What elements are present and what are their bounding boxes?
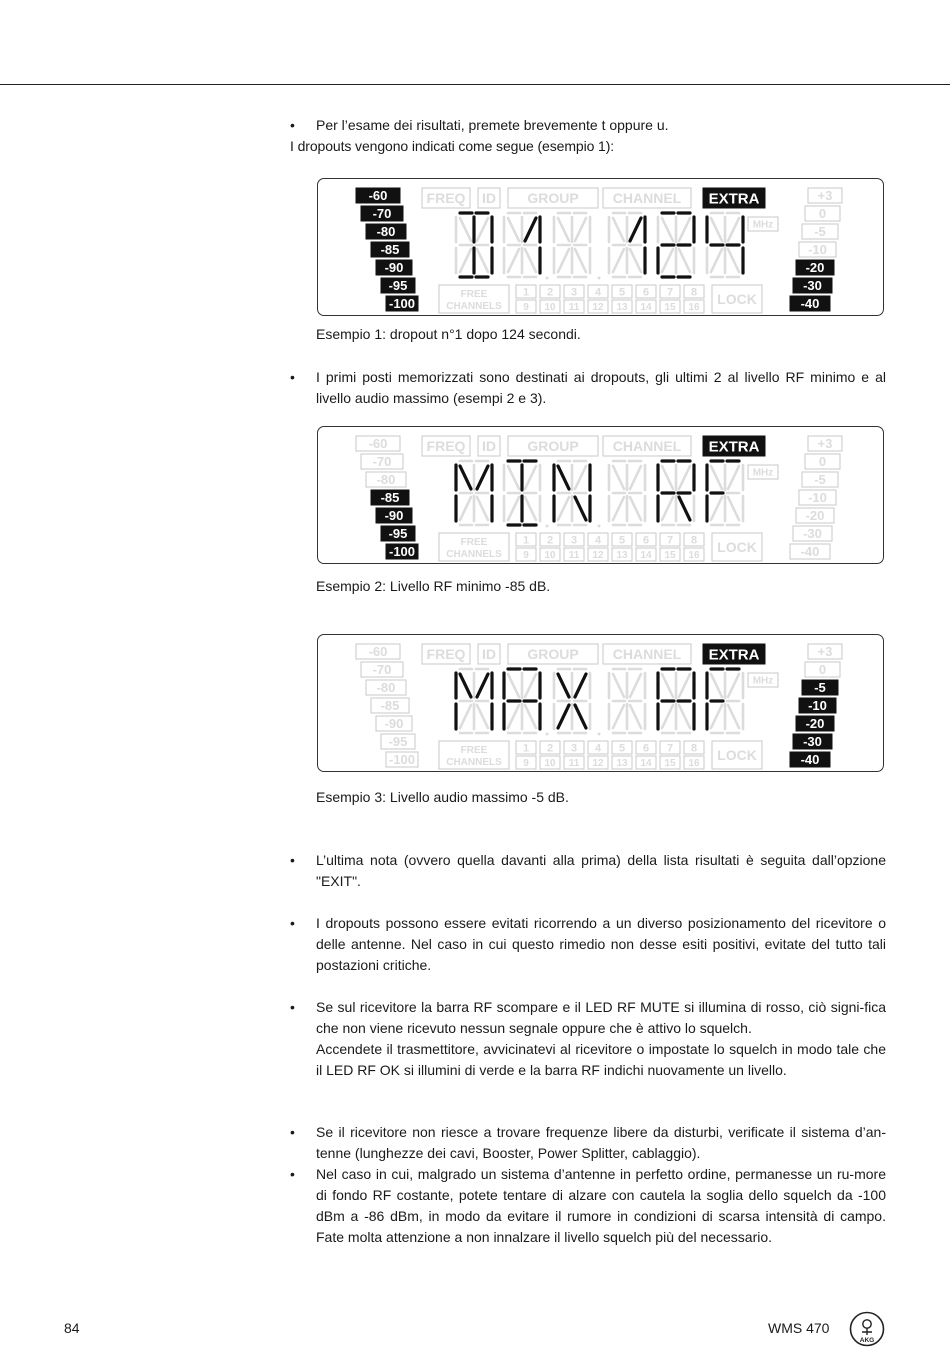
channel-14: [636, 300, 656, 313]
channel-3: [564, 533, 584, 546]
extra-label: [703, 644, 765, 664]
svg-text:11: 11: [568, 550, 580, 562]
model-name: WMS 470: [768, 1320, 830, 1336]
svg-text:+3: +3: [817, 436, 833, 452]
svg-text:7: 7: [666, 534, 674, 547]
svg-text:15: 15: [664, 302, 676, 314]
svg-text:-70: -70: [372, 206, 392, 222]
svg-text:-70: -70: [372, 454, 392, 470]
svg-text:-90: -90: [384, 508, 404, 524]
channel-8: [684, 285, 704, 298]
rf-level--100: [386, 296, 418, 311]
svg-text:9: 9: [523, 302, 529, 314]
bullet-memory-slots: [290, 367, 886, 409]
channel-9: [516, 756, 536, 769]
svg-text:1: 1: [522, 534, 530, 547]
channel-12: [588, 300, 608, 313]
caption-example-3: Esempio 3: Livello audio massimo -5 dB.: [316, 789, 569, 805]
id-label: [478, 644, 500, 664]
lcd-display-example-1: [317, 178, 884, 316]
lcd-char-5: [707, 669, 743, 733]
lcd-char-2: [554, 461, 590, 525]
channel-1: [516, 285, 536, 298]
rf-level--80: [366, 472, 406, 487]
svg-text:12: 12: [592, 758, 604, 770]
channel-label: [603, 436, 691, 456]
rf-level--90: [376, 508, 412, 523]
svg-text:14: 14: [640, 550, 652, 562]
channel-5: [612, 741, 632, 754]
svg-text:EXTRA: EXTRA: [708, 190, 760, 208]
rf-level--70: [361, 454, 403, 469]
caption-example-1: Esempio 1: dropout n°1 dopo 124 secondi.: [316, 326, 581, 342]
channel-8: [684, 741, 704, 754]
svg-text:2: 2: [546, 286, 554, 299]
caption-example-2: Esempio 2: Livello RF minimo -85 dB.: [316, 578, 551, 594]
svg-text:15: 15: [664, 550, 676, 562]
channel-label: [603, 644, 691, 664]
svg-text:MHz: MHz: [752, 219, 774, 231]
svg-text:GROUP: GROUP: [527, 190, 579, 207]
svg-text:8: 8: [690, 742, 698, 755]
af-level--30: [793, 526, 832, 541]
svg-text:-5: -5: [814, 472, 826, 488]
svg-text:-20: -20: [805, 508, 825, 524]
bullet-symbol: •: [290, 117, 295, 133]
lcd-char-1: [504, 213, 540, 277]
channel-3: [564, 285, 584, 298]
freq-label: [422, 436, 470, 456]
channel-15: [660, 300, 680, 313]
svg-text:CHANNEL: CHANNEL: [612, 438, 682, 455]
bullet-symbol: •: [290, 852, 295, 868]
svg-text:-100: -100: [388, 752, 416, 768]
bullet-squelch-text: Nel caso in cui, malgrado un sistema d’antenne in perfetto ordine, permanesse un ru-more di fondo RF costante, potete tentare di alzare con cautela la soglia dello squelch da -100 dBm a -86 dBm, in modo da evitare il rumore in condizioni di scarsa intensità di campo. Fate molta attenzione a non innalzare il livello squelch più del necessario.: [316, 1166, 886, 1245]
rf-level--60: [356, 644, 400, 659]
channel-14: [636, 756, 656, 769]
id-label: [478, 436, 500, 456]
channel-15: [660, 548, 680, 561]
bullet-symbol: •: [290, 999, 295, 1015]
svg-text:-30: -30: [803, 278, 822, 294]
svg-text:12: 12: [592, 550, 604, 562]
lcd-char-0: [456, 213, 492, 277]
bullet-rf-mute-text: Se sul ricevitore la barra RF scompare e il LED RF MUTE si illumina di rosso, ciò signi-fica che non viene ricevuto nessun segnale oppure che è attivo lo squelch.: [316, 999, 886, 1036]
af-level-+3: [808, 188, 842, 203]
svg-text:9: 9: [523, 550, 529, 562]
svg-text:1: 1: [522, 286, 530, 299]
svg-text:-85: -85: [380, 698, 400, 714]
svg-text:16: 16: [688, 550, 700, 562]
decimal-point: [546, 733, 549, 736]
svg-text:ID: ID: [482, 190, 496, 207]
extra-label: [703, 436, 765, 456]
svg-text:16: 16: [688, 758, 700, 770]
rf-level--85: [371, 698, 409, 713]
svg-text:GROUP: GROUP: [527, 438, 579, 455]
bullet-symbol: •: [290, 915, 295, 931]
lcd-char-4: [658, 461, 694, 525]
channel-14: [636, 548, 656, 561]
svg-text:0: 0: [818, 454, 827, 470]
svg-text:7: 7: [666, 742, 674, 755]
lcd-char-3: [609, 669, 645, 733]
svg-text:2: 2: [546, 534, 554, 547]
intro-bullet: [290, 115, 886, 136]
lcd-char-2: [554, 213, 590, 277]
header-rule: [0, 84, 950, 85]
rf-level--100: [386, 752, 418, 767]
channel-9: [516, 548, 536, 561]
channel-13: [612, 756, 632, 769]
lcd-char-4: [658, 213, 694, 277]
svg-text:CHANNEL: CHANNEL: [612, 646, 682, 663]
extra-label: [703, 188, 765, 208]
channel-16: [684, 300, 704, 313]
channel-16: [684, 756, 704, 769]
group-label: [508, 188, 598, 208]
lcd-char-2: [554, 669, 590, 733]
lcd-char-3: [609, 461, 645, 525]
lcd-char-1: [504, 461, 540, 525]
channel-15: [660, 756, 680, 769]
lcd-char-5: [707, 461, 743, 525]
channel-7: [660, 285, 680, 298]
svg-text:-100: -100: [388, 544, 416, 560]
af-level-+3: [808, 436, 842, 451]
af-level--30: [793, 278, 832, 293]
channel-16: [684, 548, 704, 561]
af-level-0: [805, 662, 840, 677]
svg-text:7: 7: [666, 286, 674, 299]
svg-text:11: 11: [568, 302, 580, 314]
af-level--20: [796, 716, 834, 731]
free-label: FREE: [460, 289, 488, 300]
af-level--10: [799, 490, 836, 505]
lcd-display-example-3: [317, 634, 884, 772]
af-level--40: [790, 544, 830, 559]
channel-5: [612, 285, 632, 298]
svg-text:5: 5: [618, 534, 626, 547]
bullet-symbol: •: [290, 369, 295, 385]
channel-4: [588, 741, 608, 754]
channel-2: [540, 533, 560, 546]
bullet-antenna-check: [290, 1122, 886, 1164]
af-level-0: [805, 454, 840, 469]
rf-level--95: [381, 278, 415, 293]
lcd-char-5: [707, 213, 743, 277]
svg-text:-95: -95: [388, 526, 408, 542]
svg-text:13: 13: [616, 550, 628, 562]
svg-text:LOCK: LOCK: [717, 747, 757, 764]
rf-level--85: [371, 242, 409, 257]
svg-text:MHz: MHz: [752, 467, 774, 479]
svg-text:5: 5: [618, 742, 626, 755]
id-label: [478, 188, 500, 208]
svg-text:-60: -60: [368, 644, 388, 660]
decimal-point: [546, 277, 549, 280]
af-level--5: [802, 680, 838, 695]
svg-text:-80: -80: [376, 472, 396, 488]
svg-text:ID: ID: [482, 646, 496, 663]
svg-text:-40: -40: [800, 752, 820, 768]
svg-text:-95: -95: [388, 278, 408, 294]
svg-text:5: 5: [618, 286, 626, 299]
svg-text:LOCK: LOCK: [717, 291, 757, 308]
svg-text:6: 6: [642, 534, 650, 547]
svg-text:ID: ID: [482, 438, 496, 455]
svg-text:0: 0: [818, 662, 827, 678]
channel-11: [564, 548, 584, 561]
svg-text:-70: -70: [372, 662, 392, 678]
svg-text:10: 10: [544, 758, 556, 770]
mhz-label: [748, 673, 778, 687]
af-level--20: [796, 508, 834, 523]
af-level--5: [802, 224, 838, 239]
lcd-display-example-2: [317, 426, 884, 564]
channel-12: [588, 756, 608, 769]
channel-2: [540, 285, 560, 298]
svg-text:3: 3: [570, 742, 578, 755]
svg-text:4: 4: [594, 534, 602, 547]
svg-text:3: 3: [570, 286, 578, 299]
svg-text:16: 16: [688, 302, 700, 314]
svg-text:10: 10: [544, 302, 556, 314]
svg-text:FREQ: FREQ: [426, 190, 466, 207]
svg-text:-30: -30: [803, 526, 822, 542]
svg-text:EXTRA: EXTRA: [708, 646, 760, 664]
af-level--40: [790, 752, 830, 767]
svg-text:-20: -20: [805, 260, 825, 276]
rf-level--70: [361, 662, 403, 677]
lcd-char-3: [609, 213, 645, 277]
svg-text:FREQ: FREQ: [426, 646, 466, 663]
svg-text:-5: -5: [814, 680, 826, 696]
bullet-symbol: •: [290, 1166, 295, 1182]
channel-7: [660, 533, 680, 546]
intro-line: I dropouts vengono indicati come segue (esempio 1):: [290, 138, 615, 154]
rf-level--90: [376, 260, 412, 275]
svg-text:-100: -100: [388, 296, 416, 312]
channel-4: [588, 533, 608, 546]
decimal-point: [598, 733, 601, 736]
rf-level--90: [376, 716, 412, 731]
svg-text:+3: +3: [817, 188, 833, 204]
channels-label: CHANNELS: [446, 301, 502, 312]
svg-text:-5: -5: [814, 224, 826, 240]
channel-3: [564, 741, 584, 754]
af-level--10: [799, 698, 836, 713]
svg-text:13: 13: [616, 758, 628, 770]
svg-text:0: 0: [818, 206, 827, 222]
svg-text:AKG: AKG: [859, 1337, 875, 1344]
channel-10: [540, 548, 560, 561]
af-level--40: [790, 296, 830, 311]
svg-text:14: 14: [640, 302, 652, 314]
bullet-exit-option-text: L’ultima nota (ovvero quella davanti alla prima) della lista risultati è seguita dall’opzione "EXIT".: [316, 852, 886, 889]
af-level--20: [796, 260, 834, 275]
bullet-exit-option: [290, 850, 886, 892]
intro-bullet-text: Per l’esame dei risultati, premete brevemente t oppure u.: [316, 117, 669, 133]
lock-label: [712, 533, 762, 561]
mhz-label: [748, 465, 778, 479]
channel-10: [540, 300, 560, 313]
channel-5: [612, 533, 632, 546]
rf-level--70: [361, 206, 403, 221]
svg-text:-80: -80: [376, 224, 396, 240]
channels-label: CHANNELS: [446, 757, 502, 768]
freq-label: [422, 644, 470, 664]
akg-logo: [849, 1311, 885, 1347]
bullet-antenna-check-text: Se il ricevitore non riesce a trovare frequenze libere da disturbi, verificate il sistema d’an-tenne (lunghezze dei cavi, Booster, Power Splitter, cablaggio).: [316, 1124, 886, 1161]
lcd-char-4: [658, 669, 694, 733]
svg-text:-85: -85: [380, 490, 400, 506]
svg-text:-60: -60: [368, 188, 388, 204]
svg-text:-30: -30: [803, 734, 822, 750]
channel-label: [603, 188, 691, 208]
svg-text:-60: -60: [368, 436, 388, 452]
page-number: 84: [64, 1320, 80, 1336]
svg-text:CHANNEL: CHANNEL: [612, 190, 682, 207]
lock-label: [712, 741, 762, 769]
af-level-+3: [808, 644, 842, 659]
channel-7: [660, 741, 680, 754]
bullet-memory-slots-text: I primi posti memorizzati sono destinati ai dropouts, gli ultimi 2 al livello RF minimo e al livello audio massimo (esempi 2 e 3).: [316, 369, 886, 406]
rf-level--85: [371, 490, 409, 505]
free-label: FREE: [460, 537, 488, 548]
bullet-symbol: •: [290, 1124, 295, 1140]
rf-level--80: [366, 680, 406, 695]
group-label: [508, 436, 598, 456]
svg-text:14: 14: [640, 758, 652, 770]
lcd-char-1: [504, 669, 540, 733]
svg-text:15: 15: [664, 758, 676, 770]
channel-1: [516, 741, 536, 754]
svg-text:13: 13: [616, 302, 628, 314]
svg-text:12: 12: [592, 302, 604, 314]
svg-text:4: 4: [594, 742, 602, 755]
rf-level--95: [381, 526, 415, 541]
channel-10: [540, 756, 560, 769]
channel-13: [612, 300, 632, 313]
svg-text:-85: -85: [380, 242, 400, 258]
decimal-point: [546, 525, 549, 528]
svg-text:-40: -40: [800, 296, 820, 312]
free-label: FREE: [460, 745, 488, 756]
af-level--30: [793, 734, 832, 749]
svg-text:6: 6: [642, 286, 650, 299]
svg-text:10: 10: [544, 550, 556, 562]
af-level-0: [805, 206, 840, 221]
svg-text:-40: -40: [800, 544, 820, 560]
channel-6: [636, 285, 656, 298]
svg-text:MHz: MHz: [752, 675, 774, 687]
channel-13: [612, 548, 632, 561]
svg-text:-90: -90: [384, 260, 404, 276]
svg-text:-10: -10: [808, 698, 827, 714]
svg-text:3: 3: [570, 534, 578, 547]
svg-text:+3: +3: [817, 644, 833, 660]
svg-text:GROUP: GROUP: [527, 646, 579, 663]
channel-6: [636, 741, 656, 754]
bullet-dropouts-avoid-text: I dropouts possono essere evitati ricorrendo a un diverso posizionamento del ricevitore o delle antenne. Nel caso in cui questo rimedio non desse esiti positivi, evitate del tutto tali postazioni critiche.: [316, 915, 886, 973]
mhz-label: [748, 217, 778, 231]
svg-text:FREQ: FREQ: [426, 438, 466, 455]
svg-text:-10: -10: [808, 490, 827, 506]
svg-text:EXTRA: EXTRA: [708, 438, 760, 456]
svg-text:-90: -90: [384, 716, 404, 732]
decimal-point: [598, 277, 601, 280]
bullet-squelch: [290, 1164, 886, 1248]
bullet-dropouts-avoid: [290, 913, 886, 976]
decimal-point: [598, 525, 601, 528]
bullet-rf-mute-continuation: Accendete il trasmettitore, avvicinatevi al ricevitore o impostate lo squelch in modo tale che il LED RF OK si illumini di verde e la barra RF indichi nuovamente un livello.: [316, 1041, 886, 1078]
channel-9: [516, 300, 536, 313]
svg-text:8: 8: [690, 534, 698, 547]
svg-text:4: 4: [594, 286, 602, 299]
group-label: [508, 644, 598, 664]
rf-level--60: [356, 436, 400, 451]
channel-11: [564, 300, 584, 313]
channel-8: [684, 533, 704, 546]
lock-label: [712, 285, 762, 313]
rf-level--80: [366, 224, 406, 239]
channels-label: CHANNELS: [446, 549, 502, 560]
channel-2: [540, 741, 560, 754]
svg-text:6: 6: [642, 742, 650, 755]
svg-text:2: 2: [546, 742, 554, 755]
channel-6: [636, 533, 656, 546]
rf-level--60: [356, 188, 400, 203]
svg-text:-10: -10: [808, 242, 827, 258]
lcd-char-0: [456, 461, 492, 525]
rf-level--100: [386, 544, 418, 559]
af-level--10: [799, 242, 836, 257]
svg-text:-95: -95: [388, 734, 408, 750]
svg-text:9: 9: [523, 758, 529, 770]
channel-4: [588, 285, 608, 298]
svg-text:LOCK: LOCK: [717, 539, 757, 556]
bullet-rf-mute: [290, 997, 886, 1081]
svg-text:-80: -80: [376, 680, 396, 696]
lcd-char-0: [456, 669, 492, 733]
af-level--5: [802, 472, 838, 487]
svg-text:11: 11: [568, 758, 580, 770]
svg-text:-20: -20: [805, 716, 825, 732]
channel-12: [588, 548, 608, 561]
rf-level--95: [381, 734, 415, 749]
svg-text:8: 8: [690, 286, 698, 299]
channel-1: [516, 533, 536, 546]
svg-text:1: 1: [522, 742, 530, 755]
channel-11: [564, 756, 584, 769]
freq-label: [422, 188, 470, 208]
